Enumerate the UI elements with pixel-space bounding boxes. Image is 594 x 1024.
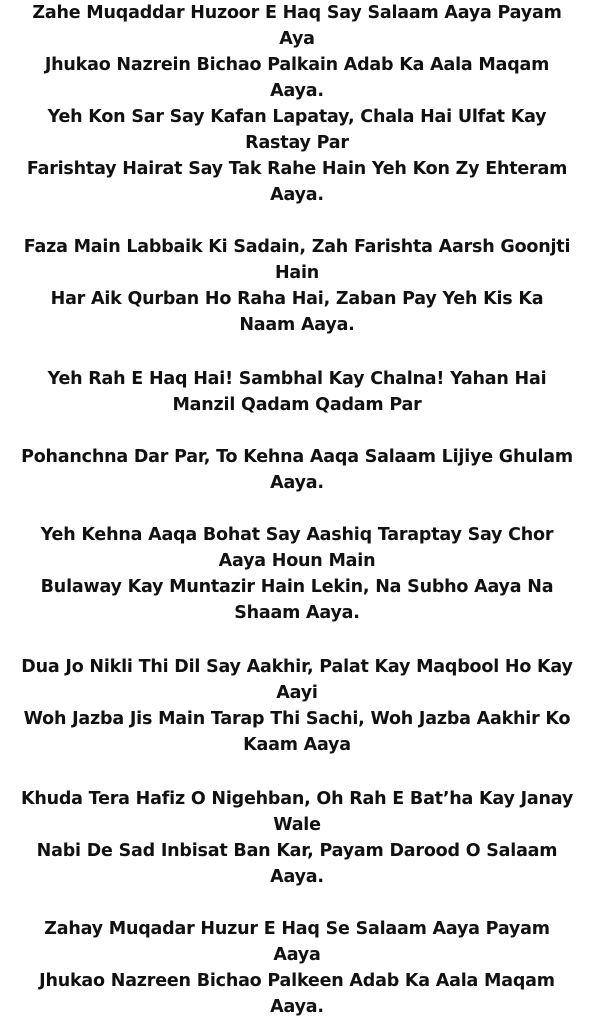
stanza-6 <box>20 522 574 626</box>
stanza-4 <box>20 366 574 418</box>
stanza-line: Farishtay Hairat Say Tak Rahe Hain Yeh Kon Zy Ehteram Aaya. <box>26 159 568 205</box>
stanza-line: Pohanchna Dar Par, To Kehna Aaqa Salaam Lijiye Ghulam Aaya. <box>21 447 573 493</box>
stanza-line: Yeh Rah E Haq Hai! Sambhal Kay Chalna! Yahan Hai Manzil Qadam Qadam Par <box>47 369 547 415</box>
stanza-line: Yeh Kon Sar Say Kafan Lapatay, Chala Hai Ulfat Kay Rastay Par <box>47 107 547 153</box>
stanza-5 <box>20 444 574 496</box>
stanza-line: Har Aik Qurban Ho Raha Hai, Zaban Pay Yeh Kis Ka Naam Aaya. <box>50 289 544 335</box>
stanza-line: Khuda Tera Hafiz O Nigehban, Oh Rah E Bat’ha Kay Janay Wale <box>20 789 574 835</box>
stanza-line: Zahay Muqadar Huzur E Haq Se Salaam Aaya Payam Aaya <box>44 919 550 965</box>
stanza-line: Yeh Kehna Aaqa Bohat Say Aashiq Taraptay Say Chor Aaya Houn Main <box>40 525 554 571</box>
stanza-line: Jhukao Nazrein Bichao Palkain Adab Ka Aala Maqam Aaya. <box>44 55 550 101</box>
stanza-3 <box>20 234 574 338</box>
stanza-1 <box>20 0 574 104</box>
stanza-9 <box>20 916 574 1020</box>
stanza-line: Zahe Muqaddar Huzoor E Haq Say Salaam Aaya Payam Aya <box>32 3 562 49</box>
stanza-7 <box>20 654 574 758</box>
stanza-line: Nabi De Sad Inbisat Ban Kar, Payam Darood O Salaam Aaya. <box>36 841 558 887</box>
stanza-line: Bulaway Kay Muntazir Hain Lekin, Na Subho Aaya Na Shaam Aaya. <box>40 577 554 623</box>
stanza-line: Dua Jo Nikli Thi Dil Say Aakhir, Palat Kay Maqbool Ho Kay Aayi <box>21 657 573 703</box>
stanza-line: Jhukao Nazreen Bichao Palkeen Adab Ka Aala Maqam Aaya. <box>39 971 555 1017</box>
stanza-2 <box>20 104 574 208</box>
stanza-line: Woh Jazba Jis Main Tarap Thi Sachi, Woh Jazba Aakhir Ko Kaam Aaya <box>23 709 571 755</box>
stanza-8 <box>20 786 574 890</box>
stanza-line: Faza Main Labbaik Ki Sadain, Zah Farishta Aarsh Goonjti Hain <box>23 237 571 283</box>
